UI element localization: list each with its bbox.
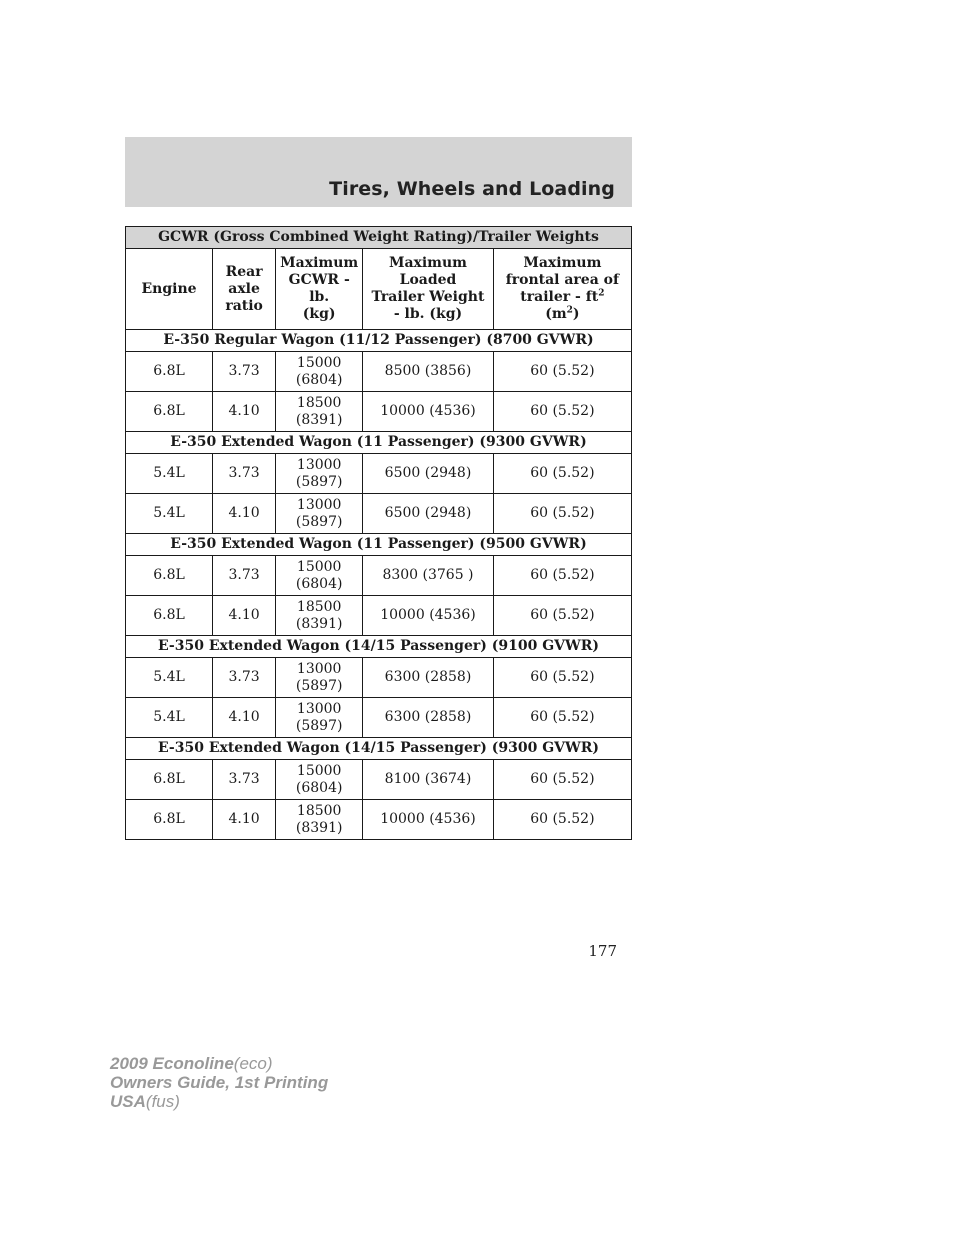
table-row <box>126 596 632 636</box>
cell-max-trailer-weight: 10000 (4536) <box>363 392 494 432</box>
table-row <box>126 352 632 392</box>
cell-engine: 6.8L <box>126 800 213 840</box>
document-footer <box>110 1054 328 1111</box>
header-trailer-line2: Loaded <box>399 272 457 288</box>
footer-market-tag: (fus) <box>145 1092 180 1111</box>
table-row <box>126 494 632 534</box>
gcwr-kg: (6804) <box>295 371 343 388</box>
cell-max-gcwr <box>276 658 363 698</box>
cell-engine: 6.8L <box>126 352 213 392</box>
table-row <box>126 698 632 738</box>
table-row <box>126 392 632 432</box>
gcwr-kg: (5897) <box>295 473 343 490</box>
table-row <box>126 800 632 840</box>
vehicle-group-title: E-350 Extended Wagon (11 Passenger) (9500 GVWR) <box>126 534 632 556</box>
cell-max-trailer-weight: 8300 (3765 ) <box>363 556 494 596</box>
cell-axle-ratio: 4.10 <box>213 596 276 636</box>
gcwr-kg: (5897) <box>295 677 343 694</box>
cell-max-gcwr <box>276 556 363 596</box>
cell-max-gcwr <box>276 596 363 636</box>
cell-max-frontal-area: 60 (5.52) <box>493 596 631 636</box>
cell-max-frontal-area: 60 (5.52) <box>493 800 631 840</box>
table-row <box>126 760 632 800</box>
cell-engine: 5.4L <box>126 494 213 534</box>
gcwr-kg: (5897) <box>295 513 343 530</box>
gcwr-lb: 18500 <box>296 598 342 615</box>
cell-max-frontal-area: 60 (5.52) <box>493 454 631 494</box>
header-axle-line1: Rear <box>225 263 263 280</box>
header-axle-line2: axle <box>228 280 260 297</box>
cell-max-trailer-weight: 6300 (2858) <box>363 658 494 698</box>
gcwr-lb: 18500 <box>296 802 342 819</box>
vehicle-group-title: E-350 Extended Wagon (11 Passenger) (9300 GVWR) <box>126 432 632 454</box>
footer-market: USA <box>110 1092 146 1111</box>
header-gcwr-line1: Maximum <box>280 255 359 271</box>
cell-max-frontal-area: 60 (5.52) <box>493 556 631 596</box>
cell-axle-ratio: 3.73 <box>213 760 276 800</box>
cell-engine: 6.8L <box>126 596 213 636</box>
cell-axle-ratio: 4.10 <box>213 698 276 738</box>
cell-axle-ratio: 3.73 <box>213 556 276 596</box>
cell-max-trailer-weight: 8500 (3856) <box>363 352 494 392</box>
header-frontal-line1: Maximum <box>523 255 602 271</box>
header-rear-axle-ratio <box>213 249 276 330</box>
header-max-trailer-weight <box>363 249 494 330</box>
vehicle-group-row <box>126 534 632 556</box>
cell-max-frontal-area: 60 (5.52) <box>493 392 631 432</box>
footer-guide: Owners Guide, 1st Printing <box>110 1073 329 1092</box>
vehicle-group-row <box>126 432 632 454</box>
footer-line-3 <box>110 1092 328 1111</box>
table-row <box>126 556 632 596</box>
header-trailer-line4: - lb. (kg) <box>393 306 463 322</box>
header-engine-label: Engine <box>141 280 197 297</box>
footer-model: 2009 Econoline <box>110 1054 234 1073</box>
header-trailer-line3: Trailer Weight <box>371 289 485 305</box>
gcwr-lb: 13000 <box>296 456 342 473</box>
header-frontal-line4-sup: 2 <box>566 305 573 316</box>
cell-max-trailer-weight: 10000 (4536) <box>363 596 494 636</box>
vehicle-group-title: E-350 Extended Wagon (14/15 Passenger) (9100 GVWR) <box>126 636 632 658</box>
cell-engine: 5.4L <box>126 698 213 738</box>
vehicle-group-title: E-350 Regular Wagon (11/12 Passenger) (8700 GVWR) <box>126 330 632 352</box>
cell-max-frontal-area: 60 (5.52) <box>493 494 631 534</box>
header-frontal-line4b: ) <box>572 306 580 322</box>
cell-max-gcwr <box>276 392 363 432</box>
cell-max-frontal-area: 60 (5.52) <box>493 760 631 800</box>
header-frontal-line4a: (m <box>545 306 567 322</box>
header-gcwr-line3: (kg) <box>302 306 336 322</box>
table-row <box>126 454 632 494</box>
gcwr-kg: (8391) <box>295 819 343 836</box>
cell-max-trailer-weight: 6500 (2948) <box>363 494 494 534</box>
cell-axle-ratio: 4.10 <box>213 392 276 432</box>
cell-max-gcwr <box>276 698 363 738</box>
table-title: GCWR (Gross Combined Weight Rating)/Trailer Weights <box>126 227 632 249</box>
cell-max-trailer-weight: 6500 (2948) <box>363 454 494 494</box>
header-max-gcwr <box>276 249 363 330</box>
table-row <box>126 658 632 698</box>
cell-engine: 5.4L <box>126 454 213 494</box>
cell-axle-ratio: 3.73 <box>213 454 276 494</box>
header-trailer-line1: Maximum <box>388 255 467 271</box>
gcwr-lb: 18500 <box>296 394 342 411</box>
cell-max-gcwr <box>276 352 363 392</box>
header-gcwr-line2: GCWR - lb. <box>288 272 350 305</box>
header-axle-line3: ratio <box>225 297 263 314</box>
gcwr-lb: 15000 <box>296 354 342 371</box>
cell-axle-ratio: 3.73 <box>213 658 276 698</box>
cell-engine: 6.8L <box>126 392 213 432</box>
cell-max-trailer-weight: 6300 (2858) <box>363 698 494 738</box>
table-header-row <box>126 249 632 330</box>
cell-engine: 5.4L <box>126 658 213 698</box>
gcwr-kg: (6804) <box>295 575 343 592</box>
vehicle-group-title: E-350 Extended Wagon (14/15 Passenger) (9300 GVWR) <box>126 738 632 760</box>
cell-max-frontal-area: 60 (5.52) <box>493 698 631 738</box>
cell-engine: 6.8L <box>126 556 213 596</box>
footer-model-tag: (eco) <box>233 1054 273 1073</box>
cell-engine: 6.8L <box>126 760 213 800</box>
cell-max-frontal-area: 60 (5.52) <box>493 352 631 392</box>
gcwr-lb: 15000 <box>296 762 342 779</box>
cell-max-frontal-area: 60 (5.52) <box>493 658 631 698</box>
cell-max-trailer-weight: 10000 (4536) <box>363 800 494 840</box>
gcwr-lb: 15000 <box>296 558 342 575</box>
cell-max-gcwr <box>276 494 363 534</box>
table-title-row <box>126 227 632 249</box>
gcwr-lb: 13000 <box>296 496 342 513</box>
cell-max-gcwr <box>276 454 363 494</box>
gcwr-kg: (8391) <box>295 615 343 632</box>
gcwr-kg: (5897) <box>295 717 343 734</box>
footer-line-1 <box>110 1054 328 1073</box>
gcwr-lb: 13000 <box>296 700 342 717</box>
vehicle-group-row <box>126 330 632 352</box>
header-frontal-line2: frontal area of <box>505 272 620 288</box>
header-frontal-line3: trailer - ft <box>520 289 599 305</box>
gcwr-lb: 13000 <box>296 660 342 677</box>
header-engine <box>126 249 213 330</box>
cell-axle-ratio: 4.10 <box>213 800 276 840</box>
section-title: Tires, Wheels and Loading <box>329 178 615 200</box>
footer-line-2 <box>110 1073 328 1092</box>
gcwr-trailer-weights-table <box>125 226 632 840</box>
gcwr-kg: (8391) <box>295 411 343 428</box>
header-frontal-line3-sup: 2 <box>598 288 605 299</box>
cell-axle-ratio: 3.73 <box>213 352 276 392</box>
cell-max-gcwr <box>276 800 363 840</box>
page-number: 177 <box>588 942 617 960</box>
header-max-frontal-area <box>493 249 631 330</box>
cell-max-gcwr <box>276 760 363 800</box>
cell-axle-ratio: 4.10 <box>213 494 276 534</box>
gcwr-kg: (6804) <box>295 779 343 796</box>
cell-max-trailer-weight: 8100 (3674) <box>363 760 494 800</box>
vehicle-group-row <box>126 738 632 760</box>
vehicle-group-row <box>126 636 632 658</box>
